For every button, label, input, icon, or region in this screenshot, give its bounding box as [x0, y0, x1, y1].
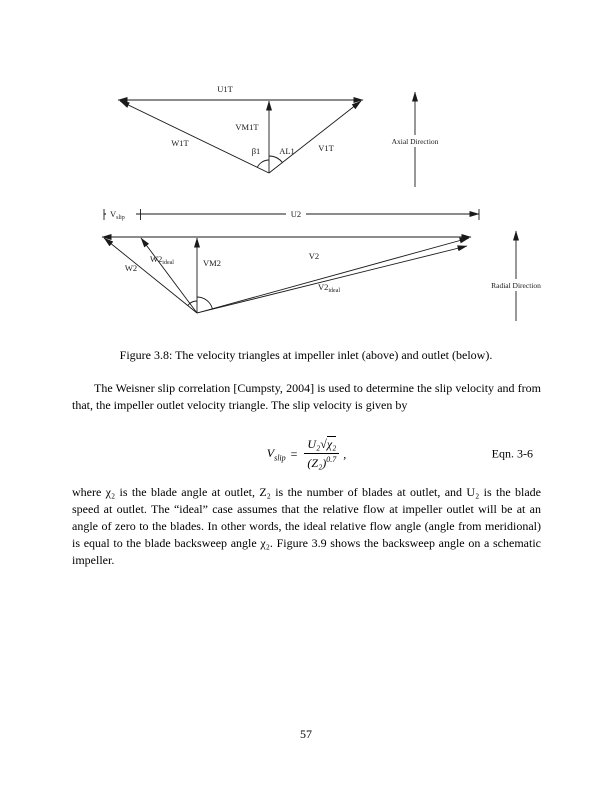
v2-label: V2: [308, 251, 320, 261]
numerator-coefficient: U₂: [307, 436, 321, 451]
v1t-label: V1T: [318, 143, 334, 153]
radicand: χ₂: [326, 436, 337, 451]
fraction-denominator: [304, 453, 339, 471]
denominator-exponent: 0.7: [326, 454, 337, 464]
outlet-velocity-triangle: [102, 208, 547, 321]
u2-label: U2: [290, 209, 302, 219]
figure-caption: Figure 3.8: The velocity triangles at impeller inlet (above) and outlet (below).: [119, 348, 493, 362]
fraction-numerator: [305, 438, 338, 453]
v2ideal-label-sub: ideal: [328, 288, 341, 294]
u1t-label: U1T: [217, 84, 233, 94]
inlet-velocity-triangle: [118, 84, 446, 187]
vm2-label: VM2: [203, 258, 221, 268]
w2ideal-label: [150, 254, 174, 266]
vslip-label-sub: slip: [116, 215, 125, 221]
equation-fraction: [304, 438, 339, 471]
axial-direction-label: Axial Direction: [391, 137, 439, 146]
v2ideal-label: [318, 282, 340, 294]
beta1-label: β1: [251, 146, 261, 156]
page-number: 57: [300, 727, 312, 741]
w2ideal-label-sub: ideal: [162, 260, 174, 266]
equation: [267, 438, 347, 471]
radial-direction-label: Radial Direction: [491, 281, 541, 290]
al1-label: AL1: [279, 146, 295, 156]
v1t-vector-line: [269, 101, 361, 173]
vm1t-label: VM1T: [235, 122, 259, 132]
v2ideal-vector-line: [197, 246, 467, 313]
w2ideal-vector-line: [141, 238, 197, 313]
denominator-base: (Z₂): [307, 455, 327, 470]
v2-angle-arc: [197, 297, 212, 309]
equation-comma: ,: [343, 446, 347, 461]
equation-lhs: [267, 446, 286, 462]
v2-vector-line: [197, 238, 469, 313]
equals-sign: =: [290, 446, 298, 461]
velocity-triangles-figure: [0, 0, 612, 345]
w1t-label: W1T: [171, 138, 189, 148]
paragraph-2: where χ₂ is the blade angle at outlet, Z₂ is the number of blades at outlet, and U₂ is the blade speed at outlet. The “ideal” case assumes that the relative flow at impeller outlet will be at an angle of zero to the blades. In other words, the ideal relative flow angle (angle from meridional) is equal to the blade backsweep angle χ₂. Figure 3.9 shows the backsweep angle on a schematic impeller.: [72, 485, 541, 567]
w2ideal-label-main: W2: [150, 254, 163, 264]
w2-vector-line: [104, 238, 197, 313]
equation-lhs-sub: slip: [274, 453, 286, 463]
al1-angle-arc: [269, 156, 282, 163]
w2-label: W2: [124, 263, 138, 273]
equation-block: [72, 433, 541, 475]
paragraph-1: The Weisner slip correlation [Cumpsty, 2004] is used to determine the slip velocity and from that, the impeller outlet velocity triangle. The slip velocity is given by: [72, 381, 541, 412]
radical-sign: √: [320, 436, 327, 451]
w1t-vector-line: [120, 101, 269, 173]
equation-lhs-var: V: [266, 445, 275, 460]
v2ideal-label-main: V2: [318, 282, 329, 292]
vslip-label-main: V: [110, 209, 117, 219]
equation-number: Eqn. 3-6: [491, 446, 533, 461]
beta1-angle-arc: [257, 160, 269, 167]
